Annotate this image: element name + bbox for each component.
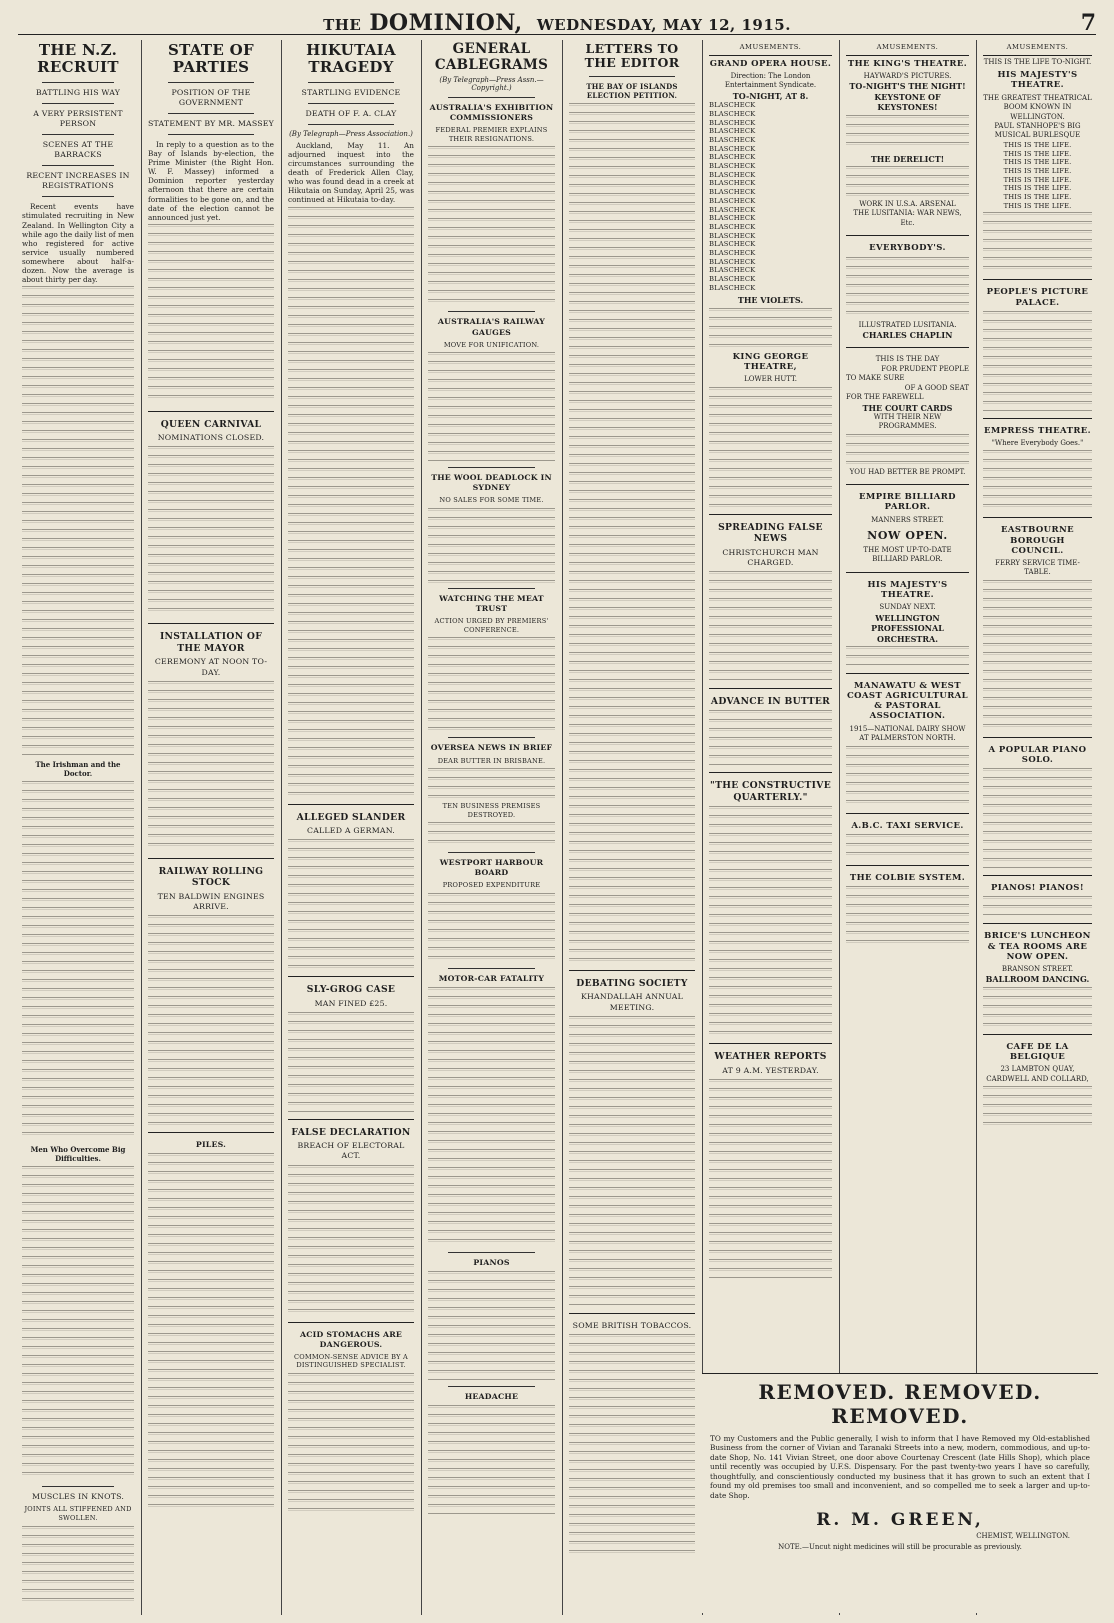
article-title: THE N.Z. RECRUIT	[37, 41, 119, 77]
divider	[288, 804, 414, 805]
advert-subheading: COMMON-SENSE ADVICE BY A DISTINGUISHED SPECIALIST.	[294, 1352, 408, 1370]
divider	[148, 858, 274, 859]
advert-body-text	[846, 166, 969, 196]
advert-list-item: BLASCHECK	[709, 275, 756, 284]
divider	[569, 970, 695, 971]
advert-text: FOR THE FAREWELL	[846, 393, 924, 402]
article-body-text	[428, 508, 555, 583]
advert-list-item: BLASCHECK	[709, 205, 756, 214]
advert-list-item: BLASCHECK	[709, 257, 756, 266]
article-title: "THE CONSTRUCTIVE QUARTERLY."	[709, 780, 832, 803]
divider	[448, 968, 535, 969]
masthead	[18, 8, 1096, 35]
article-body-text	[22, 286, 134, 756]
advert-text: "Where Everybody Goes."	[991, 438, 1084, 447]
article-subhead: AUSTRALIA'S RAILWAY GAUGES	[437, 317, 546, 337]
column-4	[421, 40, 561, 1615]
advert-body-text	[709, 387, 832, 507]
advert-heading: CAFE DE LA BELGIQUE	[1006, 1041, 1069, 1062]
advert-list-item: BLASCHECK	[709, 240, 756, 249]
advert-heading: MUSCLES IN KNOTS.	[31, 1492, 125, 1502]
advert-text: HAYWARD'S PICTURES.	[863, 72, 952, 81]
advert-text: THIS IS THE DAY	[875, 355, 940, 364]
advert-list-item: THIS IS THE LIFE.	[1003, 166, 1072, 175]
article-paragraph: In reply to a question as to the Bay of Islands by-election, the Prime Minister (the Right Hon. W. F. Massey) informed a Dominion reporter yesterday afternoon that there are certain formalities to be gone on, and the date of the election cannot be announced just yet.	[148, 139, 274, 222]
article-body-text	[22, 1166, 134, 1481]
section-label: AMUSEMENTS.	[1006, 43, 1069, 51]
advert-heading: MANAWATU & WEST COAST AGRICULTURAL & PASTORAL ASSOCIATION.	[846, 680, 969, 722]
advert-list-item: BLASCHECK	[709, 109, 756, 118]
article-body-text	[569, 1334, 695, 1554]
removed-advert	[702, 1373, 1098, 1613]
divider	[148, 411, 274, 412]
advert-list-item: BLASCHECK	[709, 162, 756, 171]
divider	[709, 772, 832, 773]
advert-heading: EMPIRE BILLIARD PARLOR.	[859, 492, 956, 513]
divider	[569, 1313, 695, 1314]
advert-text: WELLINGTON PROFESSIONAL ORCHESTRA.	[871, 612, 944, 644]
article-subhead: BATTLING HIS WAY	[35, 87, 121, 97]
section-heading: Men Who Overcome Big Difficulties.	[30, 1145, 126, 1164]
article-title: INSTALLATION OF THE MAYOR	[159, 631, 263, 654]
advert-list-item: THIS IS THE LIFE.	[1003, 201, 1072, 210]
advert-body-text	[709, 308, 832, 348]
divider	[448, 311, 535, 312]
article-body-text	[428, 893, 555, 963]
article-subhead: BREACH OF ELECTORAL ACT.	[297, 1141, 405, 1161]
page-number: 7	[1080, 10, 1096, 36]
divider	[983, 517, 1092, 518]
advert-text: BALLROOM DANCING.	[985, 974, 1090, 985]
divider	[709, 514, 832, 515]
divider	[168, 134, 254, 135]
advert-heading: EVERYBODY'S.	[869, 243, 946, 254]
advert-text: FOR PRUDENT PEOPLE	[881, 364, 969, 373]
article-body-text	[428, 637, 555, 732]
divider	[168, 113, 254, 114]
divider	[589, 76, 675, 77]
advert-heading: REMOVED. REMOVED. REMOVED.	[758, 1380, 1042, 1428]
divider	[42, 1486, 114, 1487]
advert-list-item: BLASCHECK	[709, 170, 756, 179]
article-subhead: OVERSEA NEWS IN BRIEF	[430, 743, 553, 753]
advert-body-text	[846, 115, 969, 150]
article-title: SLY-GROG CASE	[306, 984, 396, 996]
divider	[288, 1322, 414, 1323]
divider	[448, 467, 535, 468]
advert-list-item: BLASCHECK	[709, 153, 756, 162]
advert-body-text	[846, 434, 969, 464]
article-subhead: CALLED A GERMAN.	[307, 826, 395, 836]
divider	[42, 134, 114, 135]
advert-body-text	[846, 646, 969, 666]
advert-heading: HEADACHE	[464, 1392, 519, 1402]
article-subhead: POSITION OF THE GOVERNMENT	[171, 87, 251, 107]
article-subhead: MAN FINED £25.	[314, 998, 388, 1008]
advert-heading: A.B.C. TAXI SERVICE.	[851, 820, 964, 831]
article-title: QUEEN CARNIVAL	[160, 418, 262, 430]
advert-text: 23 LAMBTON QUAY,	[1000, 1065, 1075, 1074]
divider	[308, 103, 394, 104]
divider	[846, 55, 969, 56]
advert-list-item: BLASCHECK	[709, 222, 756, 231]
article-subhead: TEN BUSINESS PREMISES DESTROYED.	[442, 802, 541, 819]
byline: (By Telegraph—Press Assn.—Copyright.)	[439, 76, 544, 93]
byline: (By Telegraph—Press Association.)	[289, 129, 413, 138]
article-body-text	[22, 781, 134, 1141]
advert-text: PAUL STANHOPE'S BIG MUSICAL BURLESQUE	[994, 121, 1081, 140]
advert-text: THE GREATEST THEATRICAL BOOM KNOWN IN WELLINGTON.	[983, 93, 1092, 121]
masthead-the: THE	[323, 16, 362, 34]
advert-list-item: THIS IS THE LIFE.	[1003, 175, 1072, 184]
column-5	[562, 40, 701, 1615]
article-subhead: PROPOSED EXPENDITURE	[442, 881, 541, 890]
article-body-text	[148, 915, 274, 1125]
advert-text: KEYSTONE OF KEYSTONES!	[874, 91, 941, 113]
advert-body-text	[983, 896, 1092, 916]
advert-heading: PIANOS! PIANOS!	[991, 883, 1084, 894]
advert-text: WORK IN U.S.A. ARSENAL	[859, 200, 956, 209]
advert-heading: A POPULAR PIANO SOLO.	[988, 744, 1087, 765]
section-heading: The Irishman and the Doctor.	[35, 760, 121, 779]
column-3	[281, 40, 420, 1615]
advert-text: WITH THEIR NEW PROGRAMMES.	[873, 412, 942, 431]
divider	[448, 852, 535, 853]
advert-body-text	[983, 450, 1092, 510]
advert-list-item: BLASCHECK	[709, 231, 756, 240]
advert-text: YOU HAD BETTER BE PROMPT.	[849, 467, 966, 476]
article-subhead: ACTION URGED BY PREMIERS' CONFERENCE.	[434, 617, 549, 634]
advert-body-text	[983, 987, 1092, 1027]
divider	[983, 1034, 1092, 1035]
advert-signature-title: CHEMIST, WELLINGTON.	[976, 1532, 1070, 1541]
divider	[42, 196, 114, 197]
advert-list-item: THIS IS THE LIFE.	[1003, 158, 1072, 167]
advert-heading: EASTBOURNE BOROUGH COUNCIL.	[1000, 525, 1074, 556]
article-paragraph: Auckland, May 11. An adjourned inquest into the circumstances surrounding the death of Frederick Allen Clay, who was found dead in a creek at Hikutaia on Sunday, April 25, was continued at Hikutaia to-day.	[288, 140, 414, 205]
article-subhead: AT 9 A.M. YESTERDAY.	[722, 1065, 819, 1075]
masthead-paper-name: DOMINION,	[369, 10, 523, 36]
advert-list-item: THIS IS THE LIFE.	[1003, 192, 1072, 201]
divider	[148, 623, 274, 624]
article-subhead: MOVE FOR UNIFICATION.	[443, 340, 540, 349]
advert-text: CHARLES CHAPLIN	[862, 329, 953, 340]
divider	[983, 875, 1092, 876]
section-label: AMUSEMENTS.	[739, 43, 802, 51]
advert-text: BRANSON STREET.	[1001, 964, 1074, 973]
advert-list-item: BLASCHECK	[709, 144, 756, 153]
article-subhead: NOMINATIONS CLOSED.	[157, 433, 265, 443]
article-subhead: KHANDALLAH ANNUAL MEETING.	[580, 992, 684, 1012]
advert-list-item: BLASCHECK	[709, 283, 756, 292]
advert-signature: R. M. GREEN,	[816, 1510, 984, 1531]
divider	[709, 55, 832, 56]
article-subhead: RECENT INCREASES IN REGISTRATIONS	[26, 171, 130, 191]
advert-list-item: BLASCHECK	[709, 101, 756, 110]
advert-heading: KING GEORGE THEATRE,	[732, 351, 809, 372]
article-title: LETTERS TO THE EDITOR	[584, 41, 680, 71]
article-title: HIKUTAIA TRAGEDY	[306, 41, 396, 77]
masthead-date: WEDNESDAY, MAY 12, 1915.	[536, 16, 791, 34]
advert-heading: PILES.	[195, 1139, 227, 1149]
advert-body-text	[288, 1373, 414, 1513]
article-subhead: STARTLING EVIDENCE	[301, 87, 401, 97]
advert-list-item: BLASCHECK	[709, 127, 756, 136]
divider	[148, 1132, 274, 1133]
article-body-text	[569, 103, 695, 963]
advert-body-text	[846, 257, 969, 317]
article-subhead: DEATH OF F. A. CLAY	[305, 108, 397, 118]
article-body-text	[569, 1016, 695, 1306]
divider	[846, 572, 969, 573]
advert-text: TO-NIGHT'S THE NIGHT!	[849, 81, 966, 92]
advert-list-item: BLASCHECK	[709, 248, 756, 257]
advert-heading: BRICE'S LUNCHEON & TEA ROOMS ARE NOW OPEN.	[984, 931, 1091, 962]
advert-text: NOW OPEN.	[867, 529, 948, 543]
article-paragraph: Recent events have stimulated recruiting in New Zealand. In Wellington City a while ago the daily list of men who registered for active service usually numbered somewhere about half-a-dozen. Now the average is about thirty per day.	[22, 202, 134, 285]
advert-body-text	[428, 1271, 555, 1381]
article-subhead: CEREMONY AT NOON TO-DAY.	[154, 657, 268, 677]
divider	[983, 418, 1092, 419]
article-body-text	[148, 681, 274, 851]
article-subhead: THE BAY OF ISLANDS ELECTION PETITION.	[586, 81, 678, 100]
article-subhead: STATEMENT BY MR. MASSEY	[148, 118, 275, 128]
article-subhead: A VERY PERSISTENT PERSON	[33, 108, 123, 128]
advert-text: THE LUSITANIA: WAR NEWS, Etc.	[853, 209, 962, 227]
article-body-text	[148, 446, 274, 616]
article-subhead: DEAR BUTTER IN BRISBANE.	[437, 756, 546, 765]
advert-body-text	[22, 1526, 134, 1606]
column-2	[141, 40, 280, 1615]
article-title: WEATHER REPORTS	[714, 1051, 827, 1063]
article-title: FALSE DECLARATION	[291, 1126, 411, 1138]
divider	[168, 82, 254, 83]
divider	[308, 82, 394, 83]
divider	[846, 865, 969, 866]
advert-heading: HIS MAJESTY'S THEATRE.	[867, 579, 948, 601]
advert-note: NOTE.—Uncut night medicines will still be procurable as previously.	[778, 1543, 1022, 1552]
advert-heading: GRAND OPERA HOUSE.	[709, 58, 832, 69]
article-subhead: THE WOOL DEADLOCK IN SYDNEY	[431, 473, 552, 493]
divider	[448, 1386, 535, 1387]
article-body-text	[709, 571, 832, 681]
advert-body-text	[983, 212, 1092, 272]
article-body-text	[428, 768, 555, 798]
advert-body-text	[846, 834, 969, 858]
divider	[846, 347, 969, 348]
advert-list-item: BLASCHECK	[709, 118, 756, 127]
article-title: DEBATING SOCIETY	[576, 977, 688, 989]
article-title: ADVANCE IN BUTTER	[710, 695, 831, 707]
article-subhead: SCENES AT THE BARRACKS	[42, 139, 114, 159]
masthead-title	[18, 10, 1096, 36]
advert-text: 1915—NATIONAL DAIRY SHOW AT PALMERSTON NORTH.	[849, 724, 966, 743]
article-title: ALLEGED SLANDER	[296, 811, 406, 823]
article-subhead: WESTPORT HARBOUR BOARD	[439, 858, 544, 878]
advert-text: THE VIOLETS.	[737, 295, 804, 306]
divider	[448, 737, 535, 738]
divider	[709, 688, 832, 689]
advert-text: MANNERS STREET.	[871, 515, 944, 524]
article-subhead: AUSTRALIA'S EXHIBITION COMMISSIONERS	[429, 103, 554, 123]
article-body-text	[709, 710, 832, 765]
divider	[983, 279, 1092, 280]
article-subhead: FEDERAL PREMIER EXPLAINS THEIR RESIGNATIONS.	[435, 126, 548, 143]
advert-body-text	[148, 1153, 274, 1513]
advert-heading: THE COLBIE SYSTEM.	[849, 872, 966, 883]
divider	[448, 588, 535, 589]
divider	[846, 235, 969, 236]
divider	[846, 484, 969, 485]
advert-list-item: THIS IS THE LIFE.	[1003, 184, 1072, 193]
advert-heading: THE KING'S THEATRE.	[847, 58, 968, 69]
advert-heading: PIANOS	[473, 1258, 510, 1268]
divider	[846, 813, 969, 814]
article-body-text	[288, 1165, 414, 1315]
advert-list-item: BLASCHECK	[709, 214, 756, 223]
advert-body: TO my Customers and the Public generally, I wish to inform that I have Removed my Old-established Business from the corner of Vivian and Taranaki Streets into a new, modern, commodious, and up-to-date Shop, No. 141 Vivian Street, one door above Courtenay Crescent (late Hills Shop), which place until recently was occupied by U.F.S. Dispensary. For the past twenty-two years I have so carefully, thoughtfully, and conscientiously conducted my business that it has grown to such an extent that I found my old premises too small and inconvenient, and so compelled me to seek a larger and up-to-date Shop.	[710, 1434, 1090, 1500]
article-body-text	[288, 839, 414, 969]
article-body-text	[288, 1012, 414, 1112]
advert-heading: ACID STOMACHS ARE DANGEROUS.	[299, 1329, 403, 1349]
advert-body-text	[983, 1086, 1092, 1126]
divider	[308, 124, 394, 125]
article-title: RAILWAY ROLLING STOCK	[158, 865, 264, 889]
advert-heading: EMPRESS THEATRE.	[983, 425, 1092, 436]
article-body-text	[709, 806, 832, 1036]
advert-name-list	[709, 101, 832, 292]
advert-text: Direction: The London Entertainment Syndicate.	[724, 72, 817, 90]
advert-text: THE DERELICT!	[870, 153, 945, 164]
divider	[42, 82, 114, 83]
article-body-text	[288, 207, 414, 797]
article-subhead: MOTOR-CAR FATALITY	[438, 974, 545, 984]
article-subhead: CHRISTCHURCH MAN CHARGED.	[722, 547, 819, 567]
advert-text: SUNDAY NEXT.	[879, 603, 936, 612]
advert-text: THE COURT CARDS	[862, 402, 953, 413]
advert-subheading: JOINTS ALL STIFFENED AND SWOLLEN.	[24, 1505, 132, 1523]
divider	[288, 976, 414, 977]
article-subhead: TEN BALDWIN ENGINES ARRIVE.	[157, 891, 265, 911]
divider	[983, 923, 1092, 924]
advert-text: THE MOST UP-TO-DATE BILLIARD PARLOR.	[863, 546, 952, 564]
section-label: AMUSEMENTS.	[876, 43, 939, 51]
advert-list-item: BLASCHECK	[709, 136, 756, 145]
advert-list-item: THIS IS THE LIFE.	[1003, 140, 1072, 149]
article-title: STATE OF PARTIES	[168, 41, 254, 77]
article-body-text	[428, 822, 555, 847]
article-subhead: WATCHING THE MEAT TRUST	[439, 594, 544, 614]
divider	[709, 1043, 832, 1044]
article-body-text	[428, 987, 555, 1247]
advert-text: LOWER HUTT.	[744, 375, 797, 384]
advert-text: THIS IS THE LIFE TO-NIGHT.	[983, 57, 1092, 66]
advert-name-list	[983, 141, 1092, 211]
article-body-text	[148, 224, 274, 404]
advert-text: CARDWELL AND COLLARD,	[986, 1074, 1089, 1083]
advert-body-text	[983, 580, 1092, 730]
article-title: GENERAL CABLEGRAMS	[434, 41, 549, 73]
advert-text: FERRY SERVICE TIME-TABLE.	[995, 558, 1080, 577]
article-body-text	[709, 1079, 832, 1279]
advert-text: TO MAKE SURE	[846, 374, 905, 383]
divider	[983, 737, 1092, 738]
advert-list-item: BLASCHECK	[709, 179, 756, 188]
divider	[448, 1252, 535, 1253]
advert-body-text	[846, 746, 969, 806]
advert-body-text	[983, 768, 1092, 868]
advert-heading: PEOPLE'S PICTURE PALACE.	[986, 287, 1089, 308]
advert-text: TO-NIGHT, AT 8.	[732, 90, 809, 101]
divider	[983, 55, 1092, 56]
advert-list-item: BLASCHECK	[709, 188, 756, 197]
article-subhead: NO SALES FOR SOME TIME.	[439, 496, 544, 505]
divider	[42, 165, 114, 166]
advert-body-text	[846, 886, 969, 946]
advert-body-text	[428, 1405, 555, 1515]
advert-text: OF A GOOD SEAT	[904, 383, 969, 392]
advert-heading: HIS MAJESTY'S THEATRE.	[997, 70, 1078, 91]
divider	[42, 103, 114, 104]
divider	[288, 1119, 414, 1120]
advert-list-item: BLASCHECK	[709, 266, 756, 275]
article-title: SPREADING FALSE NEWS	[718, 521, 823, 545]
column-1	[16, 40, 140, 1615]
article-body-text	[428, 146, 555, 306]
advert-list-item: THIS IS THE LIFE.	[1003, 149, 1072, 158]
divider	[846, 673, 969, 674]
divider	[448, 97, 535, 98]
advert-list-item: BLASCHECK	[709, 196, 756, 205]
advert-text: ILLUSTRATED LUSITANIA.	[858, 320, 957, 329]
advert-body-text	[983, 311, 1092, 411]
article-subhead: SOME BRITISH TOBACCOS.	[572, 1320, 692, 1330]
article-body-text	[428, 352, 555, 462]
